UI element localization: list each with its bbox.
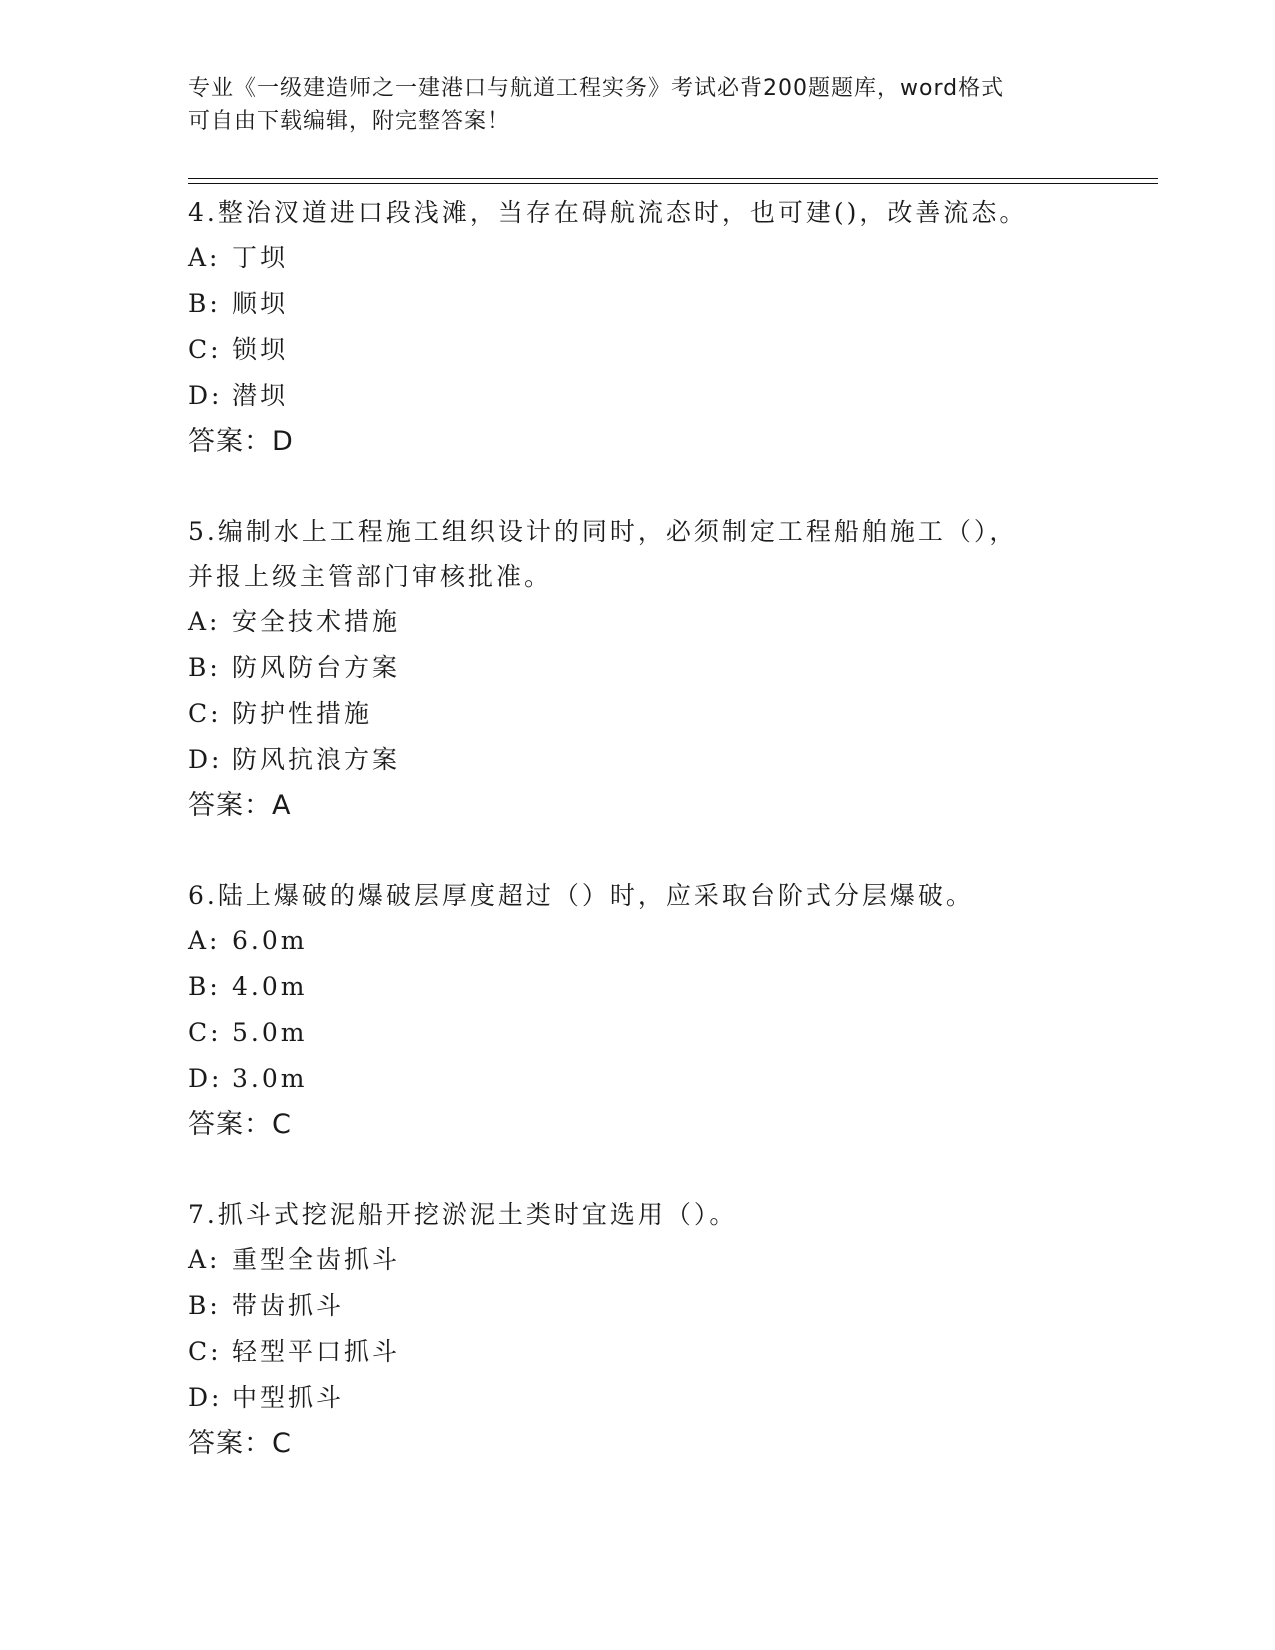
answer-label: 答案：D (188, 426, 294, 457)
option-text: 5.0m (232, 1018, 308, 1047)
question-text: 5.编制水上工程施工组织设计的同时，必须制定工程船舶施工（）， (188, 517, 1018, 546)
header-line-2: 可自由下载编辑，附完整答案！ (188, 109, 511, 134)
option-text: 防风抗浪方案 (232, 745, 401, 774)
option-text: 带齿抓斗 (232, 1291, 345, 1320)
option-text: 防护性措施 (232, 699, 373, 728)
header-divider-top (188, 178, 1158, 179)
question-5 (188, 509, 1148, 829)
answer-label: 答案：C (188, 1428, 292, 1459)
option-key: D: (188, 745, 223, 774)
option-text: 6.0m (232, 926, 308, 955)
option-text: 锁坝 (232, 335, 289, 364)
option-text: 4.0m (232, 972, 308, 1001)
option-key: C: (188, 1337, 222, 1366)
question-text: 4.整治汊道进口段浅滩，当存在碍航流态时，也可建()，改善流态。 (188, 198, 1028, 227)
answer-label: 答案：A (188, 790, 292, 821)
option-key: C: (188, 699, 222, 728)
option-key: A: (188, 607, 221, 636)
option-key: D: (188, 381, 223, 410)
option-key: A: (188, 243, 221, 272)
question-list (188, 190, 1148, 1511)
option-c (188, 327, 1148, 373)
question-text-continued: 并报上级主管部门审核批准。 (188, 562, 553, 591)
document-header (188, 72, 1088, 138)
option-key: D: (188, 1383, 223, 1412)
option-key: C: (188, 335, 222, 364)
option-a (188, 918, 1148, 964)
question-7 (188, 1192, 1148, 1467)
option-text: 轻型平口抓斗 (232, 1337, 401, 1366)
option-a (188, 1237, 1148, 1283)
header-divider-bottom (188, 183, 1158, 184)
header-line-1: 专业《一级建造师之一建港口与航道工程实务》考试必背200题题库，word格式 (188, 76, 1005, 101)
option-key: B: (188, 972, 221, 1001)
option-key: C: (188, 1018, 222, 1047)
option-key: B: (188, 653, 221, 682)
question-4 (188, 190, 1148, 465)
option-key: A: (188, 1245, 221, 1274)
option-b (188, 964, 1148, 1010)
option-c (188, 1010, 1148, 1056)
option-c (188, 691, 1148, 737)
option-key: B: (188, 1291, 221, 1320)
option-text: 3.0m (232, 1064, 308, 1093)
option-b (188, 1283, 1148, 1329)
option-text: 重型全齿抓斗 (232, 1245, 401, 1274)
question-text: 7.抓斗式挖泥船开挖淤泥土类时宜选用（）。 (188, 1200, 738, 1229)
question-6 (188, 873, 1148, 1148)
option-text: 潜坝 (232, 381, 289, 410)
option-d (188, 737, 1148, 783)
answer-label: 答案：C (188, 1109, 292, 1140)
option-text: 中型抓斗 (232, 1383, 345, 1412)
option-b (188, 645, 1148, 691)
option-text: 安全技术措施 (232, 607, 401, 636)
option-key: A: (188, 926, 221, 955)
option-b (188, 281, 1148, 327)
option-key: B: (188, 289, 221, 318)
option-d (188, 1375, 1148, 1421)
option-key: D: (188, 1064, 223, 1093)
option-d (188, 373, 1148, 419)
option-text: 丁坝 (232, 243, 289, 272)
option-d (188, 1056, 1148, 1102)
option-text: 顺坝 (232, 289, 289, 318)
option-a (188, 235, 1148, 281)
option-c (188, 1329, 1148, 1375)
option-a (188, 599, 1148, 645)
option-text: 防风防台方案 (232, 653, 401, 682)
question-text: 6.陆上爆破的爆破层厚度超过（）时，应采取台阶式分层爆破。 (188, 881, 974, 910)
